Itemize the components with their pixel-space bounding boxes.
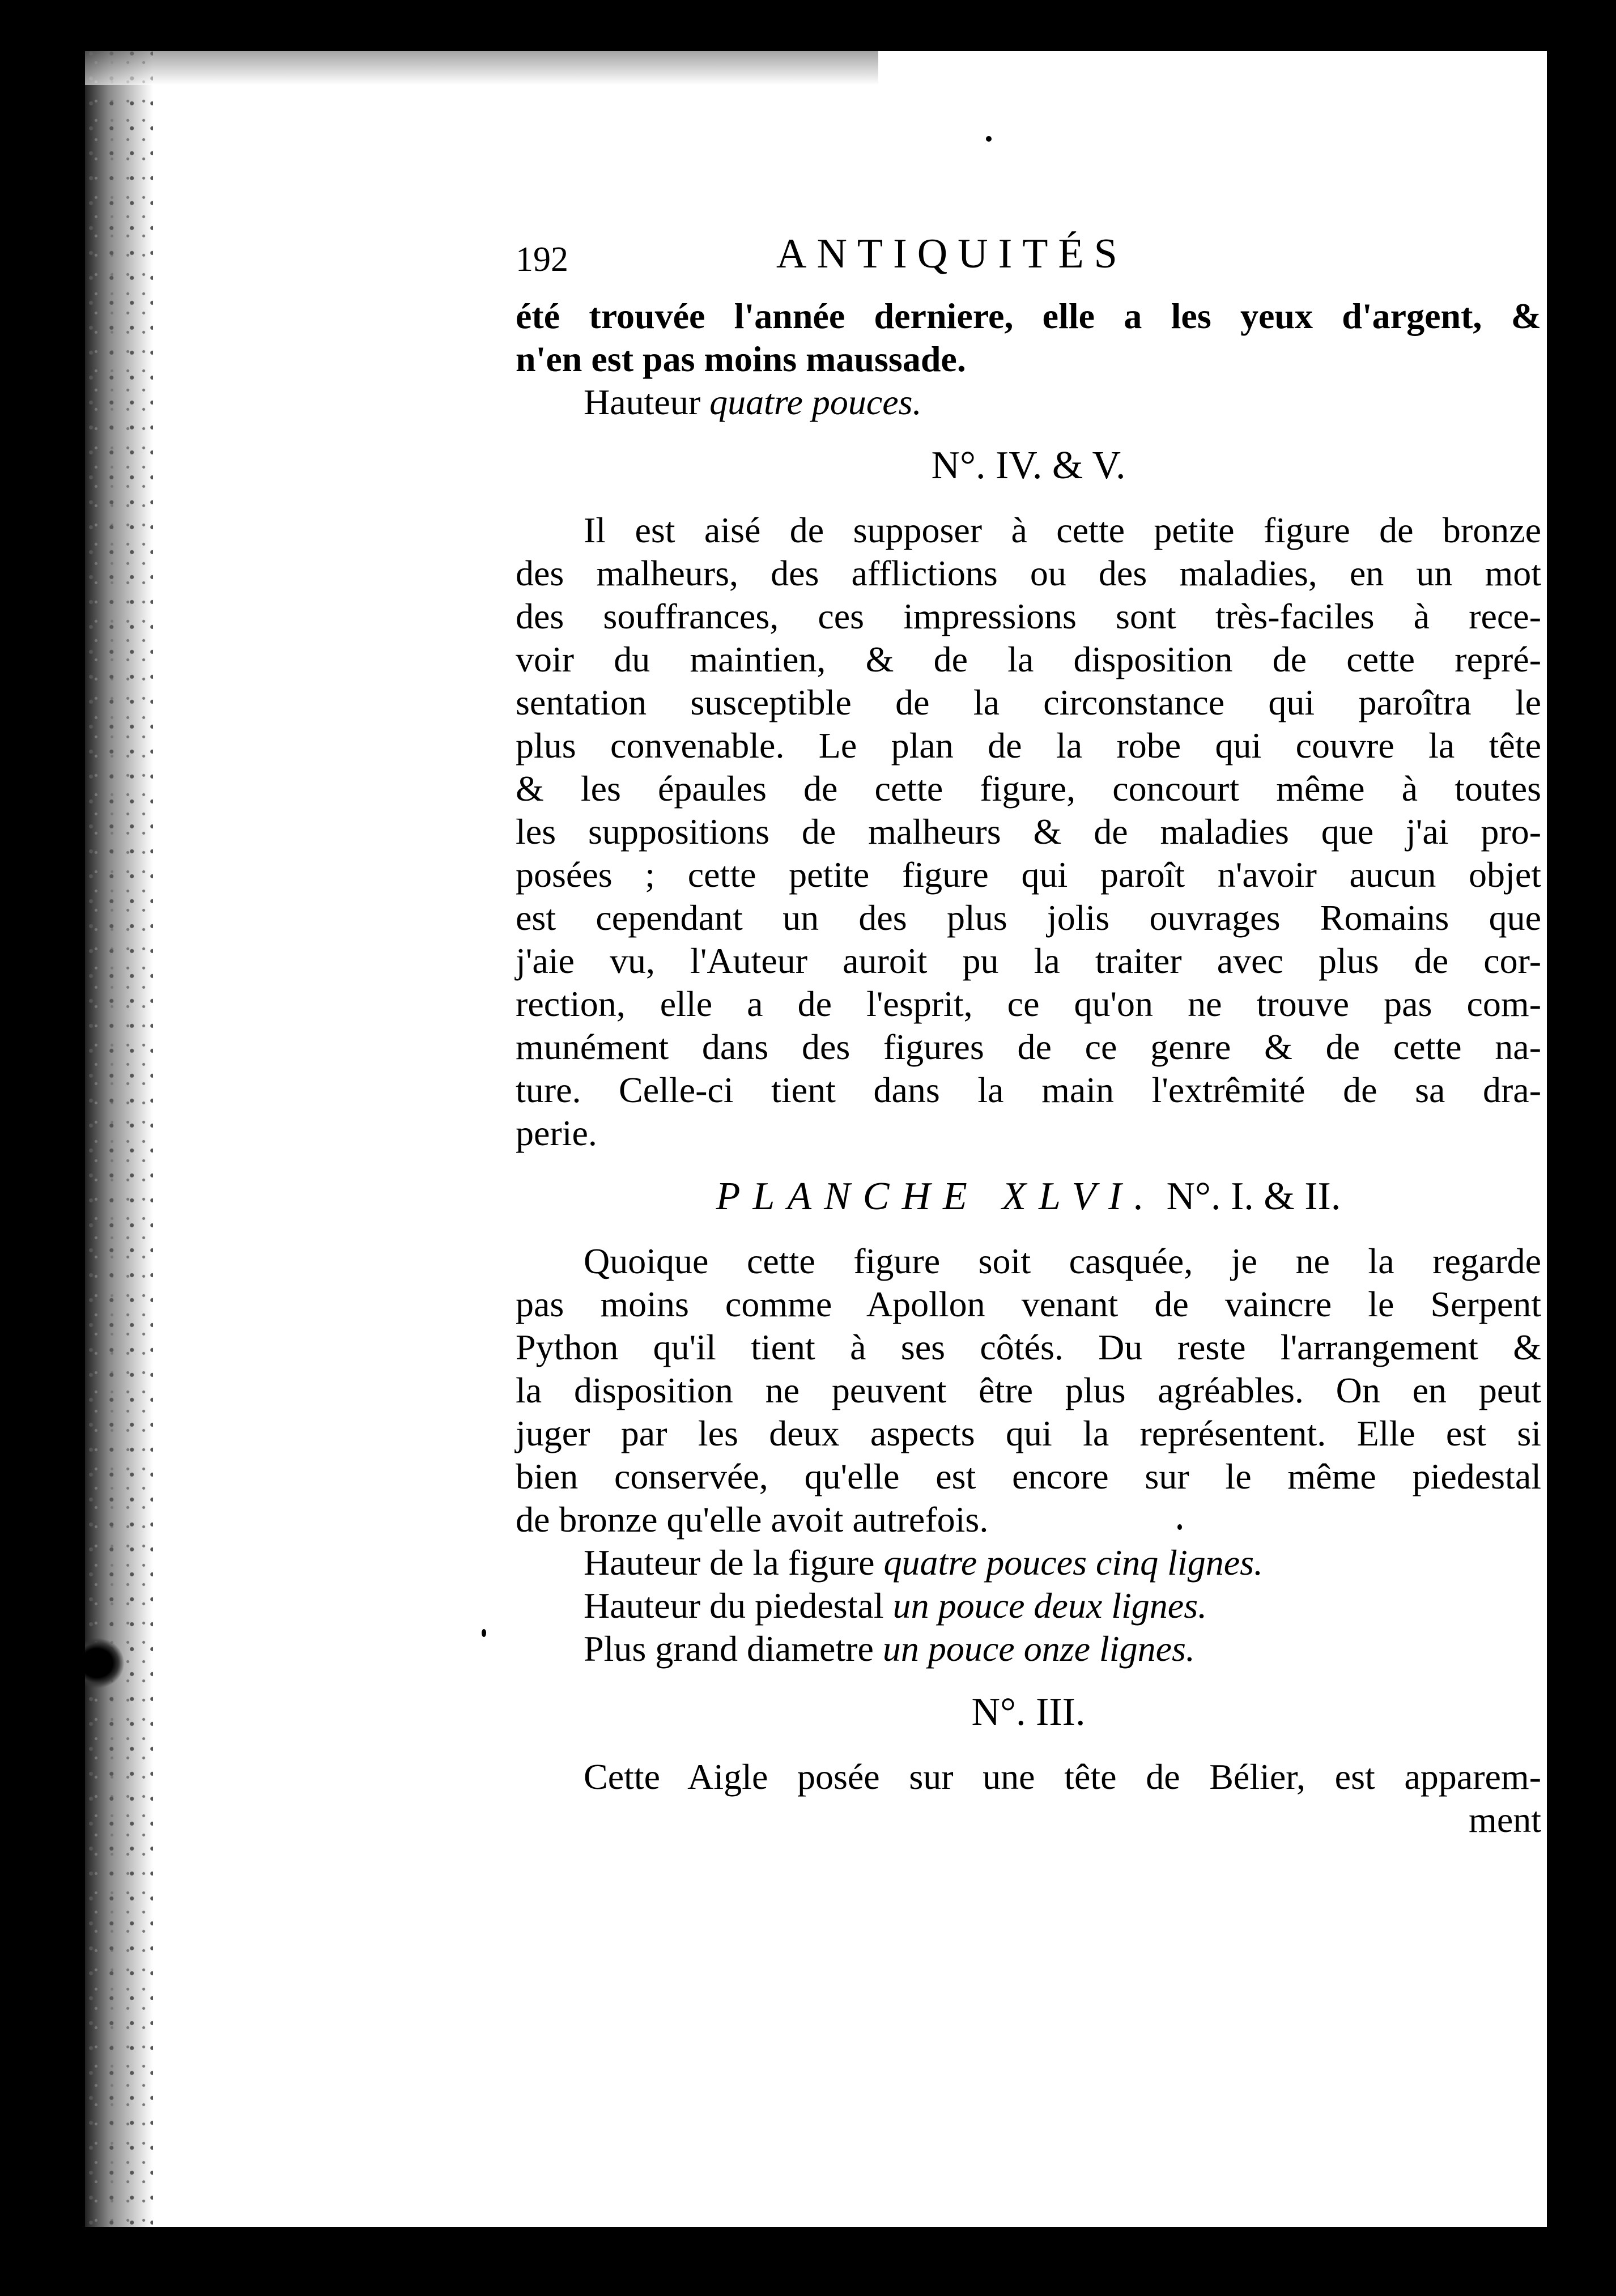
- section-heading-iii: N°. III.: [971, 1690, 1086, 1734]
- continuation-line: n'en est pas moins maussade.: [516, 339, 966, 379]
- paragraph-line: posées ; cette petite figure qui paroît n'avoir aucun objet: [516, 854, 1541, 895]
- measure-value: un pouce onze lignes.: [882, 1629, 1195, 1669]
- scanned-page: [85, 51, 1547, 2227]
- paragraph-line: j'aie vu, l'Auteur auroit pu la traiter avec plus de cor-: [516, 941, 1541, 981]
- paragraph-line: juger par les deux aspects qui la représentent. Elle est si: [516, 1413, 1541, 1453]
- paragraph-line: rection, elle a de l'esprit, ce qu'on ne trouve pas com-: [516, 984, 1541, 1024]
- section-heading-iv-v: N°. IV. & V.: [931, 444, 1126, 487]
- paragraph-line: & les épaules de cette figure, concourt même à toutes: [516, 768, 1541, 809]
- paragraph-line: plus convenable. Le plan de la robe qui couvre la tête: [516, 725, 1541, 766]
- paragraph-line: ture. Celle-ci tient dans la main l'extrêmité de sa dra-: [516, 1070, 1541, 1110]
- measure-value: quatre pouces cinq lignes.: [883, 1542, 1264, 1583]
- catchword: ment: [1469, 1800, 1541, 1840]
- height-label: Hauteur: [584, 382, 710, 422]
- measure-line: [516, 1541, 1541, 1584]
- measure-label: Hauteur de la figure: [584, 1542, 884, 1583]
- paragraph-line: des malheurs, des afflictions ou des maladies, en un mot: [516, 553, 1541, 593]
- measure-label: Plus grand diametre: [584, 1629, 883, 1669]
- paragraph-line: bien conservée, qu'elle est encore sur le même piedestal: [516, 1456, 1541, 1496]
- continuation-line: été trouvée l'année derniere, elle a les yeux d'argent, &: [516, 296, 1541, 336]
- height-note: [516, 381, 1541, 424]
- ink-speck: [986, 136, 992, 142]
- paragraph-line: munément dans des figures de ce genre & de cette na-: [516, 1027, 1541, 1067]
- paragraph-line: sentation susceptible de la circonstance qui paroîtra le: [516, 682, 1541, 722]
- measure-line: [516, 1584, 1541, 1627]
- running-title: ANTIQUITÉS: [776, 231, 1128, 277]
- page-number: 192: [516, 240, 568, 279]
- paragraph-line: la disposition ne peuvent être plus agréables. On en peut: [516, 1370, 1541, 1410]
- planche-numbers: N°. I. & II.: [1156, 1175, 1341, 1218]
- paragraph-line: est cependant un des plus jolis ouvrages Romains que: [516, 898, 1541, 938]
- height-value: quatre pouces.: [709, 382, 922, 422]
- paragraph-line: Il est aisé de supposer à cette petite figure de bronze: [584, 510, 1541, 550]
- ink-speck: [482, 1629, 486, 1637]
- measure-value: un pouce deux lignes.: [892, 1585, 1207, 1626]
- page-text: [516, 232, 1541, 1842]
- page-header: [516, 232, 1541, 295]
- planche-title: PLANCHE XLVI.: [716, 1175, 1156, 1218]
- page-top-shadow: [85, 51, 878, 85]
- paragraph-line: perie.: [516, 1113, 597, 1153]
- paragraph-line: pas moins comme Apollon venant de vaincre le Serpent: [516, 1284, 1541, 1324]
- paragraph-line: des souffrances, ces impressions sont très-faciles à rece-: [516, 596, 1541, 636]
- page-edge-shadow: [85, 51, 153, 2227]
- paragraph-line: voir du maintien, & de la disposition de cette repré-: [516, 639, 1541, 679]
- measure-label: Hauteur du piedestal: [584, 1585, 893, 1626]
- paragraph-line: Quoique cette figure soit casquée, je ne la regarde: [584, 1241, 1541, 1281]
- paragraph-line: Cette Aigle posée sur une tête de Bélier, est apparem-: [584, 1757, 1541, 1797]
- paragraph-line: Python qu'il tient à ses côtés. Du reste l'arrangement &: [516, 1327, 1541, 1367]
- paragraph-line: les suppositions de malheurs & de maladies que j'ai pro-: [516, 811, 1541, 852]
- measure-line: [516, 1627, 1541, 1670]
- planche-heading: [516, 1171, 1541, 1223]
- ink-blot: [85, 1638, 125, 1689]
- paragraph-line: de bronze qu'elle avoit autrefois.: [516, 1499, 989, 1540]
